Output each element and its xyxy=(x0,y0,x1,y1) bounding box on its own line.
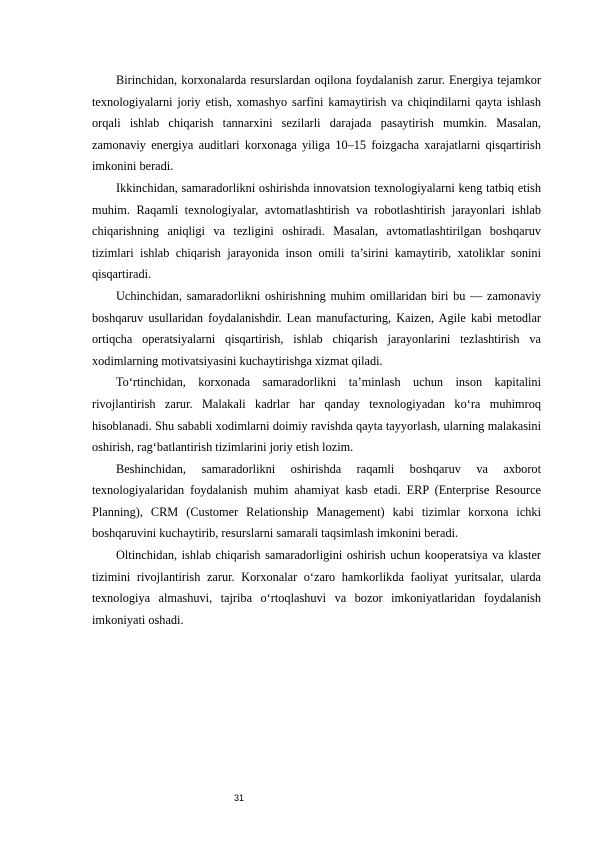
paragraph-1: Birinchidan, korxonalarda resurslardan oqilona foydalanish zarur. Energiya tejamkor texnologiyalarni joriy etish, xomashyo sarfini kamaytirish va chiqindilarni qayta ishlash orqali ishlab chiqarish tannarxini sezilarli darajada pasaytirish mumkin. Masalan, zamonaviy energiya auditlari korxonaga yiliga 10–15 foizgacha xarajatlarni qisqartirish imkonini beradi. xyxy=(92,73,541,174)
paragraph-4: To‘rtinchidan, korxonada samaradorlikni ta’minlash uchun inson kapitalini rivojlantirish zarur. Malakali kadrlar har qanday texnologiyadan ko‘ra muhimroq hisoblanadi. Shu sababli xodimlarni doimiy ravishda qayta tayyorlash, ularning malakasini oshirish, rag‘batlantirish tizimlarini joriy etish lozim. xyxy=(92,375,541,455)
paragraph-2: Ikkinchidan, samaradorlikni oshirishda innovatsion texnologiyalarni keng tatbiq etish muhim. Raqamli texnologiyalar, avtomatlashtirish va robotlashtirish jarayonlari ishlab chiqarishning aniqligi va tezligini oshiradi. Masalan, avtomatlashtirilgan boshqaruv tizimlari ishlab chiqarish jarayonida inson omili ta’sirini kamaytirib, xatoliklar sonini qisqartiradi. xyxy=(92,180,541,282)
paragraph-5: Beshinchidan, samaradorlikni oshirishda raqamli boshqaruv va axborot texnologiyalaridan foydalanish muhim ahamiyat kasb etadi. ERP (Enterprise Resource Planning), CRM (Customer Relationship Management) kabi tizimlar korxona ichki boshqaruvini kuchaytirib, resurslarni samarali taqsimlash imkonini beradi. xyxy=(92,461,541,541)
page-body xyxy=(92,70,541,631)
paragraph-6: Oltinchidan, ishlab chiqarish samaradorligini oshirish uchun kooperatsiya va klaster tizimini rivojlantirish zarur. Korxonalar o‘zaro hamkorlikda faoliyat yuritsalar, ularda texnologiya almashuvi, tajriba o‘rtoqlashuvi va bozor imkoniyatlaridan foydalanish imkoniyati oshadi. xyxy=(92,548,541,627)
page-number: 31 xyxy=(233,793,244,803)
paragraph-3: Uchinchidan, samaradorlikni oshirishning muhim omillaridan biri bu — zamonaviy boshqaruv usullaridan foydalanishdir. Lean manufacturing, Kaizen, Agile kabi metodlar ortiqcha operatsiyalarni qisqartirish, ishlab chiqarish jarayonlarini tezlashtirish va xodimlarning motivatsiyasini kuchaytirishga xizmat qiladi. xyxy=(92,288,541,368)
